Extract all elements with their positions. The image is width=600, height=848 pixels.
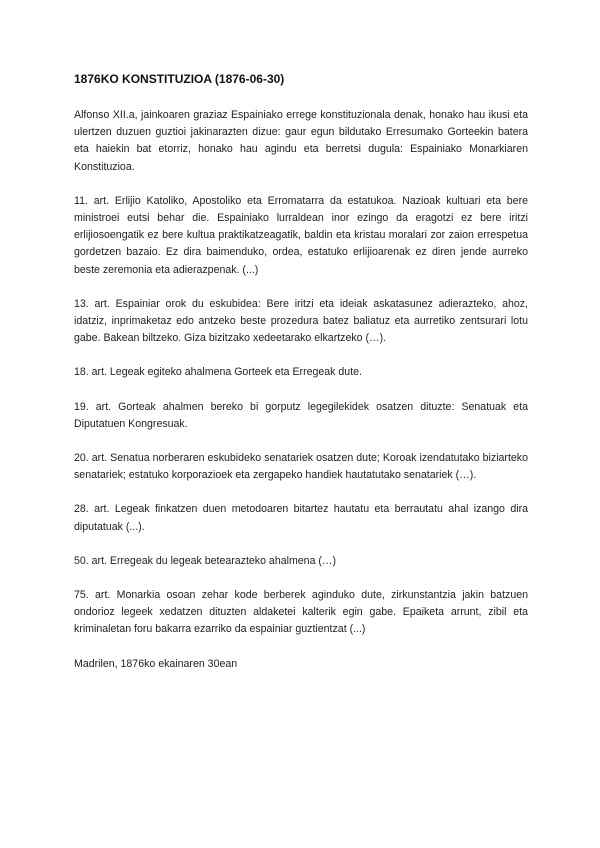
document-page [74,71,528,673]
article-50-paragraph: 50. art. Erregeak du legeak betearazteko ahalmena (…) [74,554,337,567]
signature-line: Madrilen, 1876ko ekainaren 30ean [74,657,238,670]
article-13-paragraph: 13. art. Espainiar orok du eskubidea: Bere iritzi eta ideiak askatasunez adierazteko, ahoz, idatziz, inprimaketaz edo antzeko beste prozedura batez baliatuz eta aurretiko zentsurari lotu gabe. Bakean biltzeko. Giza bizitzako xedeetarako elkartzeko (…). [74,297,528,345]
document-title: 1876KO KONSTITUZIOA (1876-06-30) [74,72,285,86]
article-28-paragraph: 28. art. Legeak finkatzen duen metodoaren bitartez hautatu eta berrautatu ahal izango dira diputatuak (...). [74,503,528,533]
article-19-paragraph: 19. art. Gorteak ahalmen bereko bi gorputz legegilekidek osatzen dituzte: Senatuak eta Diputatuen Kongresuak. [74,400,528,430]
article-18-paragraph: 18. art. Legeak egiteko ahalmena Gorteek eta Erregeak dute. [74,366,362,379]
article-75-paragraph: 75. art. Monarkia osoan zehar kode berberek aginduko dute, zirkunstantzia jakin batzuen ondorioz legeek xedatzen dituzten aldaketei kalterik egin gabe. Epaiketa arrunt, zibil eta kriminaletan foru bakarra ezarriko da espainiar guztientzat (...) [74,589,528,636]
article-20-paragraph: 20. art. Senatua norberaren eskubideko senatariek osatzen dute; Koroak izendatutako biziarteko senatariek; estatuko korporazioek eta zergapeko handiek hautatutako senatariek (…). [74,452,528,482]
preamble-paragraph: Alfonso XII.a, jainkoaren graziaz Espainiako errege konstituzionala denak, honako hau ikusi eta ulertzen duzuen guztioi jakinarazten dizue: gaur egun bildutako Erresumako Gorteekin batera eta haiekin bat etorriz, honako hau agindu eta berretsi dugula: Espainiako Monarkiaren Konstituzioa. [74,109,528,173]
article-11-paragraph: 11. art. Erlijio Katoliko, Apostoliko eta Erromatarra da estatukoa. Nazioak kultuari eta bere ministroei eutsi behar die. Espainiako lurraldean inor ezingo da eragotzi ez bere iritzi erlijiosoengatik ez bere kultua praktikatzeagatik, baldin eta kristau moralari zor zaion errespetua gordetzen bazaio. Ez dira baimenduko, ordea, estatuko erlijioarenak ez diren jende aurreko beste zeremonia eta adierazpenak. (...) [74,194,528,276]
